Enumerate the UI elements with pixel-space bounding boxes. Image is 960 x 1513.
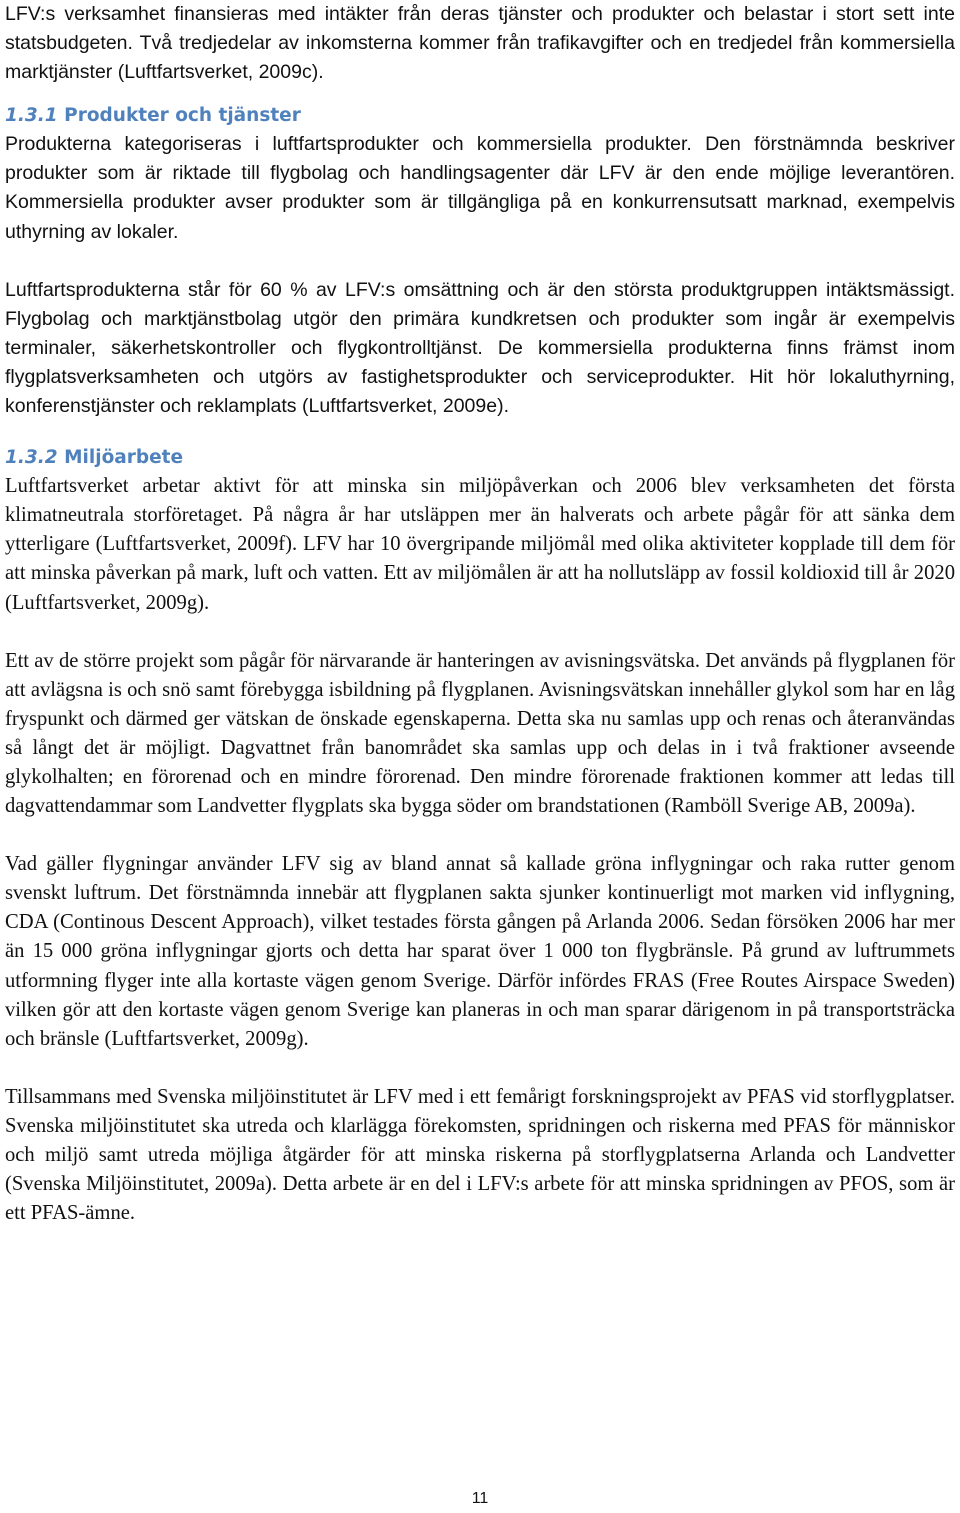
- environment-paragraph-2: Ett av de större projekt som pågår för närvarande är hanteringen av avisningsvätska. Det används på flygplanen för att avlägsna is och snö samt förebygga isbildning på flygplanen. Avisningsvätskan innehåller glykol som har en låg fryspunkt och därmed ger vätskan de önskade egenskaperna. Detta ska nu samlas upp och renas och återanvändas så långt det är möjligt. Dagvattnet från banområdet ska samlas upp och delas in i två fraktioner avseende glykolhalten; en förorenad och en mindre förorenad. Den mindre förorenade fraktionen kommer att ledas till dagvattendammar som Landvetter flygplats ska bygga söder om brandstationen (Ramböll Sverige AB, 2009a).: [5, 649, 955, 818]
- section-number: 1.3.1: [5, 105, 58, 127]
- products-paragraph-2: Luftfartsprodukterna står för 60 % av LFV:s omsättning och är den största produktgruppen intäktsmässigt. Flygbolag och marktjänstbolag utgör den primära kundkretsen och produkter som ingår är exempelvis terminaler, säkerhetskontroller och flygkontrolltjänst. De kommersiella produkterna finns främst inom flygplatsverksamheten och utgörs av fastighetsprodukter och serviceprodukter. Hit hör lokaluthyrning, konferenstjänster och reklamplats (Luftfartsverket, 2009e).: [5, 278, 955, 418]
- environment-paragraph-1: Luftfartsverket arbetar aktivt för att minska sin miljöpåverkan och 2006 blev verksamheten det första klimatneutrala storföretaget. På några år har utsläppen mer än halverats och arbete pågår för att sänka dem ytterligare (Luftfartsverket, 2009f). LFV har 10 övergripande miljömål med olika aktiviteter kopplade till dem för att minska påverkan på mark, luft och vatten. Ett av miljömålen är att ha nollutsläpp av fossil koldioxid till år 2020 (Luftfartsverket, 2009g).: [5, 475, 955, 614]
- environment-paragraph-4: Tillsammans med Svenska miljöinstitutet är LFV med i ett femårigt forskningsprojekt av PFAS vid storflygplatser. Svenska miljöinstitutet ska utreda och klarlägga förekomsten, spridningen och riskerna med PFAS för människor och miljö samt utreda möjliga åtgärder för att minska riskerna på storflygplatserna Arlanda och Landvetter (Svenska Miljöinstitutet, 2009a). Detta arbete är en del i LFV:s arbete för att minska spridningen av PFOS, som är ett PFAS-ämne.: [5, 1085, 955, 1225]
- environment-paragraph-3: Vad gäller flygningar använder LFV sig av bland annat så kallade gröna inflygningar och raka rutter genom svenskt luftrum. Det förstnämnda innebär att flygplanen sakta sjunker kontinuerligt mot marken vid inflygning, CDA (Continous Descent Approach), vilket testades första gången på Arlanda 2006. Sedan försöken 2006 har mer än 15 000 gröna inflygningar gjorts och detta har sparat över 1 000 ton flygbränsle. På grund av luftrummets utformning flyger inte alla kortaste vägen genom Sverige. Därför infördes FRAS (Free Routes Airspace Sweden) vilken gör att den kortaste vägen genom Sverige kan planeras in och man sparar därigenom in på transportsträcka och bränsle (Luftfartsverket, 2009g).: [5, 853, 955, 1050]
- section-number: 1.3.2: [5, 447, 58, 469]
- section-title: Produkter och tjänster: [64, 105, 301, 127]
- section-title: Miljöarbete: [64, 447, 184, 469]
- section-heading-products: [5, 101, 955, 130]
- document-page: [5, 0, 955, 1228]
- section-heading-environment: [5, 443, 955, 472]
- intro-paragraph: LFV:s verksamhet finansieras med intäkter från deras tjänster och produkter och belastar i stort sett inte statsbudgeten. Två tredjedelar av inkomsterna kommer från trafikavgifter och en tredjedel från kommersiella marktjänster (Luftfartsverket, 2009c).: [5, 3, 955, 84]
- page-number: 11: [471, 1490, 489, 1507]
- products-paragraph-1: Produkterna kategoriseras i luftfartsprodukter och kommersiella produkter. Den förstnämnda beskriver produkter som är riktade till flygbolag och handlingsagenter där LFV är den ende möjlige leverantören. Kommersiella produkter avser produkter som är tillgängliga på en konkurrensutsatt marknad, exempelvis uthyrning av lokaler.: [5, 133, 955, 243]
